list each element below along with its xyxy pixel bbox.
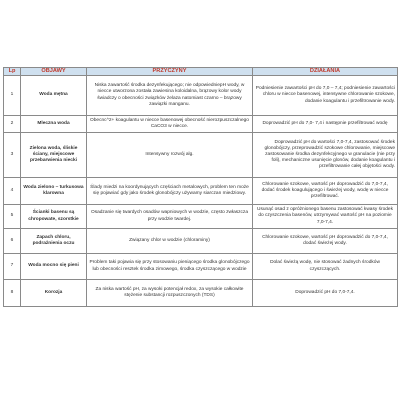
row-symptom: Woda zielono – turkusowa klarowna — [21, 178, 87, 205]
row-cause: Związany chlor w wodzie (chloraminy) — [87, 229, 253, 254]
row-action: Chlorowanie szokowe, wartość pH doprowadzić do 7,0-7,4, dodać świeżej wody. — [253, 229, 398, 254]
row-action: Podniesienie zawartości pH do 7,0 – 7,4; podniesienie zawartości chloru w niecce basenowej, intensywne chlorowanie szokowe, dodanie koagulantu i przefiltrowanie wody. — [253, 76, 398, 116]
row-cause: Ślady miedzi na koordynujących częściach metalowych, problem ten może się pojawiać gdy jako środek glonobójczy używamy siarczan miedziowy. — [87, 178, 253, 205]
row-cause: Intensywny rozwój alg. — [87, 133, 253, 178]
table-row — [4, 76, 398, 116]
row-number: 7 — [4, 254, 21, 280]
row-cause: Osadzanie się twardych osadów wapniowych w wodzie, często zwłaszcza przy wodzie twardej. — [87, 205, 253, 229]
row-action: Chlorowanie szokowe, wartość pH doprowadzić do 7,0-7,4, dodać środek koagulującego i świeżej wody, wodę w niecce przefiltrować. — [253, 178, 398, 205]
row-number: 5 — [4, 205, 21, 229]
header-lp: Lp — [4, 68, 21, 76]
table-row — [4, 280, 398, 307]
table-header-row — [4, 68, 398, 76]
row-symptom: Korozja — [21, 280, 87, 307]
row-action: Dolać świeżą wodę, nie stosować żadnych środków czyszczących. — [253, 254, 398, 280]
row-symptom: Mleczna woda — [21, 116, 87, 133]
row-action: Doprowadzić pH do 7,0-7,4. — [253, 280, 398, 307]
row-number: 3 — [4, 133, 21, 178]
header-dzialania: DZIAŁANIA — [253, 68, 398, 76]
header-objawy: OBJAWY — [21, 68, 87, 76]
row-cause: Za niska wartość pH, za wysoki potencjał redox, za wysokie całkowite stężenie substancji rozpuszczonych (TDS) — [87, 280, 253, 307]
row-action: Doprowadzić pH do wartości 7,0-7,4, zastosować środek glonobójczy, przeprowadzić szokowe chlorowanie, miejscowe zastosowanie środka dezynfekcyjnego w granulacie (nie przy foli), mechaniczne usunięcie glonów, dodanie koagulantu i przefiltrowanie całej objętości wody. — [253, 133, 398, 178]
table-row — [4, 133, 398, 178]
table-row — [4, 116, 398, 133]
row-number: 1 — [4, 76, 21, 116]
row-cause: Niska zawartość środka dezynfekującego; nie odpowiedniepH wody, w niecce utworzona została zawiesina koloidalna, brązowy kolor wody świadczy o obecności związków żelaza natomiast czarno – brązowy zawiązki manganu. — [87, 76, 253, 116]
row-symptom: Woda mocno się pieni — [21, 254, 87, 280]
row-number: 4 — [4, 178, 21, 205]
table-row — [4, 178, 398, 205]
row-action: Doprowadzić pH do 7,0- 7,4 i następnie przefiltrować wodę — [253, 116, 398, 133]
row-symptom: Woda mętna — [21, 76, 87, 116]
table-row — [4, 229, 398, 254]
row-action: Usunąć osad z opróżnionego basenu zastosować kwasy środek do czyszczenia basenów, utrzymywać wartość pH na poziomie 7,0-7,4. — [253, 205, 398, 229]
row-symptom: Zapach chloru, podrażnienia oczu — [21, 229, 87, 254]
row-cause: Problem taki pojawia się przy stosowaniu pieniącego środka glonobójczego lub obecności resztek środka zimowego, środka czyszczącego w wodzie — [87, 254, 253, 280]
row-symptom: Zielona woda, śliskie ściany, miejscowe przebarwienia niecki — [21, 133, 87, 178]
row-symptom: Ścianki basenu są chropowate, szorstkie — [21, 205, 87, 229]
table-row — [4, 205, 398, 229]
header-przyczyny: PRZYCZYNY — [87, 68, 253, 76]
row-number: 8 — [4, 280, 21, 307]
problems-table — [3, 67, 398, 307]
table-row — [4, 254, 398, 280]
row-cause: Obecnc^2+ koagulantu w niecce basenowej obecność nierozpuszczalnego CaCO3 w niecce. — [87, 116, 253, 133]
row-number: 2 — [4, 116, 21, 133]
row-number: 6 — [4, 229, 21, 254]
